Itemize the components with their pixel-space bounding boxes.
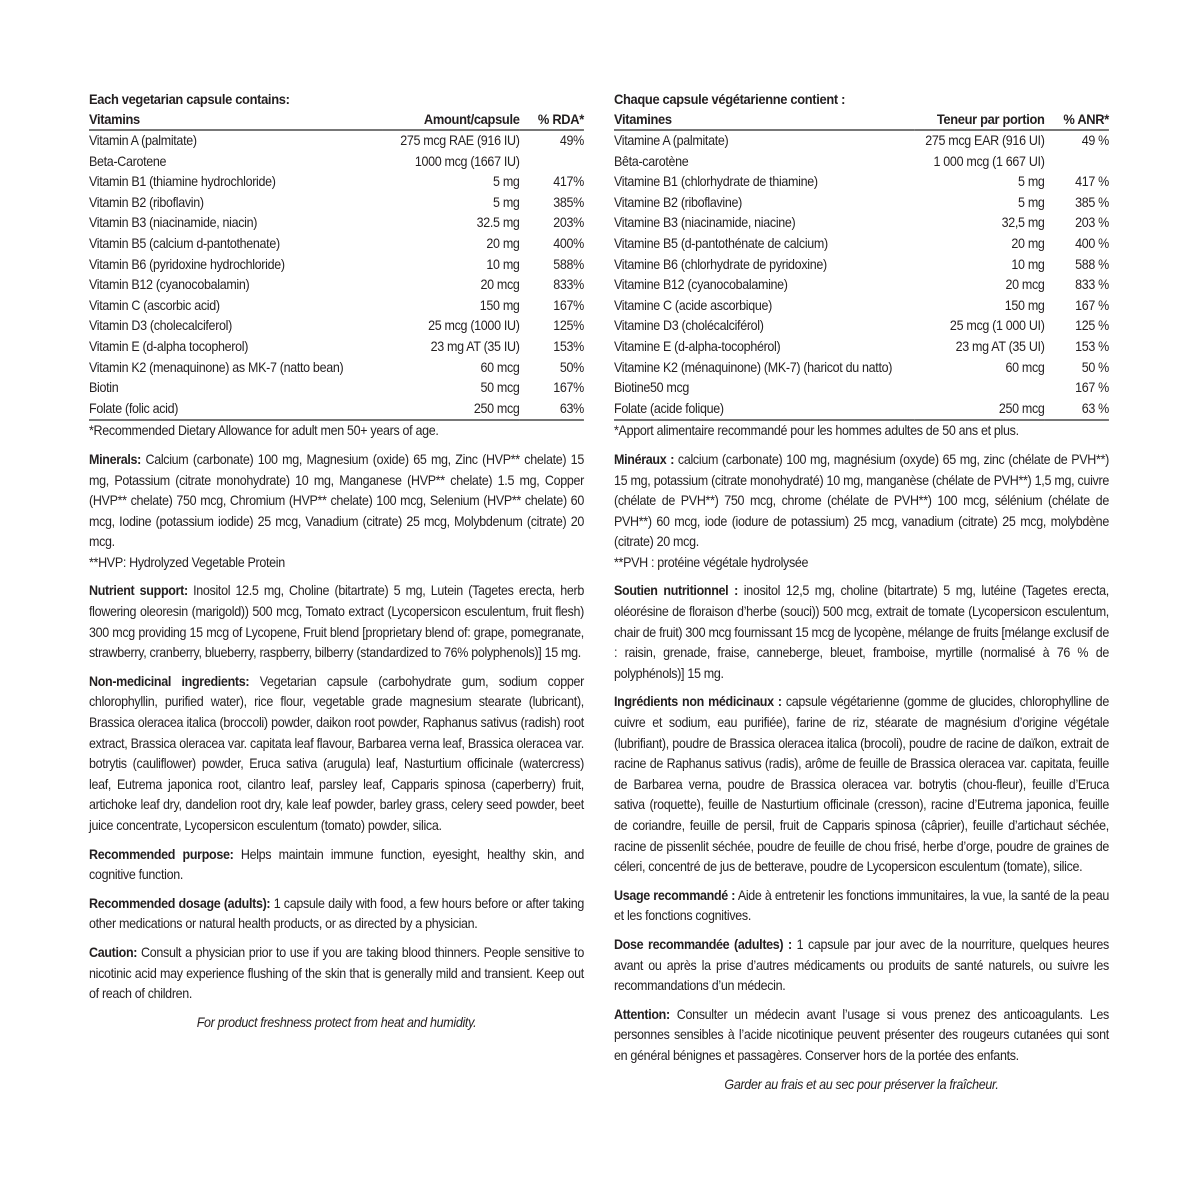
nutrient-name-cell: Vitamin A (palmitate): [89, 133, 197, 148]
minerals-label: Minerals:: [89, 451, 142, 467]
amount-cell: 25 mcg (1 000 UI): [949, 318, 1045, 334]
amount-cell: 50 mcg: [480, 380, 520, 396]
nutrient-name-cell: Folate (acide folique): [614, 399, 915, 421]
table-row: [614, 337, 1109, 358]
purpose-text: Helps maintain immune function, eyesight, healthy skin, and cognitive function.: [89, 846, 584, 883]
table-row: [89, 172, 584, 193]
table-row: [89, 316, 584, 337]
percent-cell: 833%: [553, 277, 584, 293]
amount-cell: 250 mcg: [382, 399, 520, 421]
percent-cell: 417 %: [1075, 174, 1109, 190]
amount-cell: 20 mcg: [1005, 277, 1045, 293]
amount-cell: 5 mg: [493, 174, 520, 190]
amount-cell: 1000 mcg (1667 IU): [414, 153, 520, 169]
percent-cell: 385 %: [1075, 194, 1109, 210]
nonmed-label: Non-medicinal ingredients:: [89, 673, 250, 689]
percent-cell: 63%: [520, 399, 584, 421]
dosage-section: [614, 935, 1109, 997]
nutrient-name-cell: Vitamin B5 (calcium d-pantothenate): [89, 235, 280, 251]
french-label-column: [614, 89, 1109, 1109]
percent-cell: 203%: [553, 215, 584, 231]
purpose-section: [89, 845, 584, 886]
caution-label: Attention:: [614, 1006, 670, 1022]
vitamins-table: [614, 109, 1109, 421]
english-label-column: [89, 89, 584, 1047]
nutrient-support-section: [89, 581, 584, 663]
nonmed-text: Vegetarian capsule (carbohydrate gum, sodium copper chlorophyllin, purified water), rice flour, vegetable grade magnesium stearate (lubricant), Brassica oleracea italica (broccoli) powder, daikon root powder, Raphanus sativus (radish) root extract, Brassica oleracea var. capitata leaf flavour, Barbarea verna leaf, Brassica oleracea var. botrytis (cauliflower) powder, Eruca sativa (arugula) leaf, Nasturtium officinale (watercress) leaf, Eutrema japonica root, cilantro leaf, parsley leaf, Capparis spinosa (caperberry) fruit, artichoke leaf dry, dandelion root dry, kale leaf powder, barley grass, celery seed powder, beet juice concentrate, Lycopersicon esculentum (tomato) powder, silica.: [89, 673, 584, 833]
nutrient-name-cell: Vitamine B2 (riboflavine): [614, 194, 742, 210]
dosage-label: Recommended dosage (adults):: [89, 895, 271, 911]
nutrient-name-cell: Vitamin D3 (cholecalciferol): [89, 318, 232, 334]
table-row: [614, 316, 1109, 337]
percent-cell: 153 %: [1075, 338, 1109, 354]
percent-cell: 833 %: [1075, 277, 1109, 293]
amount-cell: 5 mg: [1018, 174, 1045, 190]
hvp-note: **HVP: Hydrolyzed Vegetable Protein: [89, 554, 285, 570]
table-row: [89, 275, 584, 296]
table-row: [89, 234, 584, 255]
amount-cell: 10 mg: [486, 256, 520, 272]
header-vitamins: Vitamines: [614, 109, 915, 130]
amount-cell: 275 mcg RAE (916 IU): [400, 133, 520, 148]
table-row: [89, 130, 584, 152]
caution-text: Consult a physician prior to use if you are taking blood thinners. People sensitive to nicotinic acid may experience flushing of the skin that is generally mild and transient. Keep out of reach of children.: [89, 944, 584, 1002]
percent-cell: 400%: [553, 235, 584, 251]
minerals-label: Minéraux :: [614, 451, 675, 467]
storage-note: Garder au frais et au sec pour préserver la fraîcheur.: [724, 1076, 999, 1092]
nutrient-text: Inositol 12.5 mg, Choline (bitartrate) 5 mg, Lutein (Tagetes erecta, herb flowering oleoresin (marigold)) 500 mcg, Tomato extract (Lycopersicon esculentum, fruit flesh) 300 mcg providing 15 mcg of Lycopene, Fruit blend [proprietary blend of: grape, pomegranate, strawberry, cranberry, blueberry, raspberry, bilberry (standardized to 76% polyphenols)] 15 mg.: [89, 583, 584, 661]
nutrient-name-cell: Vitamin B2 (riboflavin): [89, 194, 204, 210]
nutrient-name-cell: Vitamine B5 (d-pantothénate de calcium): [614, 235, 828, 251]
intro-heading: Each vegetarian capsule contains:: [89, 91, 290, 107]
header-vitamins: Vitamins: [89, 109, 382, 130]
table-row: [89, 213, 584, 234]
caution-section: [89, 943, 584, 1005]
table-row: [614, 152, 1109, 173]
amount-cell: 1 000 mcg (1 667 UI): [933, 153, 1045, 169]
percent-cell: 167 %: [1075, 380, 1109, 396]
percent-cell: 50 %: [1081, 359, 1109, 375]
dosage-text: 1 capsule daily with food, a few hours before or after taking other medications or natural health products, or as directed by a physician.: [89, 895, 584, 932]
nutrient-name-cell: Vitamin B1 (thiamine hydrochloride): [89, 174, 276, 190]
amount-cell: 60 mcg: [1005, 359, 1045, 375]
table-header-row: [89, 109, 584, 130]
minerals-text: calcium (carbonate) 100 mg, magnésium (oxyde) 65 mg, zinc (chélate de PVH**) 15 mg, potassium (citrate monohydraté) 10 mg, manganèse (chélate de PVH**) 1,5 mg, cuivre (chélate de PVH**) 750 mcg, chrome (chélate de PVH**) 100 mcg, sélénium (chélate de PVH**) 60 mcg, iode (iodure de potassium) 25 mcg, vanadium (citrate) 25 mcg, molybdène (citrate) 20 mcg.: [614, 451, 1109, 550]
percent-cell: 203 %: [1075, 215, 1109, 231]
nutrient-support-section: [614, 581, 1109, 684]
nutrient-name-cell: Biotine50 mcg: [614, 380, 690, 396]
amount-cell: 23 mg AT (35 UI): [955, 338, 1045, 354]
purpose-label: Usage recommandé :: [614, 887, 736, 903]
nutrient-name-cell: Vitamine D3 (cholécalciférol): [614, 318, 764, 334]
nutrient-name-cell: Vitamine E (d-alpha-tocophérol): [614, 338, 781, 354]
dosage-label: Dose recommandée (adultes) :: [614, 936, 792, 952]
intro-heading: Chaque capsule végétarienne contient :: [614, 91, 846, 107]
purpose-text: Aide à entretenir les fonctions immunitaires, la vue, la santé de la peau et les fonctions cognitives.: [614, 887, 1109, 924]
table-row: [614, 275, 1109, 296]
nutrient-name-cell: Vitamine A (palmitate): [614, 133, 729, 148]
table-row: [614, 358, 1109, 379]
nutrient-label: Nutrient support:: [89, 583, 188, 599]
table-row: [89, 378, 584, 399]
vitamins-table-body: [614, 130, 1109, 420]
amount-cell: 5 mg: [1018, 194, 1045, 210]
nutrient-name-cell: Vitamine B3 (niacinamide, niacine): [614, 215, 796, 231]
amount-cell: [915, 378, 1044, 399]
percent-cell: 153%: [553, 338, 584, 354]
amount-cell: 20 mg: [486, 235, 520, 251]
non-medicinal-section: [89, 672, 584, 837]
minerals-section: [89, 450, 584, 553]
amount-cell: 60 mcg: [480, 359, 520, 375]
table-row: [89, 358, 584, 379]
table-row: [89, 193, 584, 214]
percent-cell: 417%: [553, 174, 584, 190]
table-row: [614, 172, 1109, 193]
table-row: [89, 337, 584, 358]
table-row: [614, 193, 1109, 214]
amount-cell: 10 mg: [1011, 256, 1045, 272]
minerals-section: [614, 450, 1109, 553]
header-rda: % RDA*: [520, 109, 584, 130]
header-amount: Teneur par portion: [915, 109, 1044, 130]
vitamins-table-body: [89, 130, 584, 420]
percent-cell: 125%: [553, 318, 584, 334]
nutrient-name-cell: Vitamine B1 (chlorhydrate de thiamine): [614, 174, 818, 190]
percent-cell: 588 %: [1075, 256, 1109, 272]
purpose-label: Recommended purpose:: [89, 846, 234, 862]
amount-cell: 25 mcg (1000 IU): [428, 318, 520, 334]
table-row: [89, 399, 584, 421]
nonmed-label: Ingrédients non médicinaux :: [614, 694, 782, 710]
amount-cell: 32,5 mg: [1001, 215, 1045, 231]
minerals-text: Calcium (carbonate) 100 mg, Magnesium (oxide) 65 mg, Zinc (HVP** chelate) 15 mg, Potassium (citrate monohydrate) 10 mg, Manganese (HVP** chelate) 1.5 mg, Copper (HVP** chelate) 750 mcg, Chromium (HVP** chelate) 100 mcg, Selenium (HVP** chelate) 60 mcg, Iodine (potassium iodide) 25 mcg, Vanadium (citrate) 25 mcg, Molybdenum (citrate) 20 mcg.: [89, 451, 584, 550]
table-row: [89, 255, 584, 276]
table-row: [614, 399, 1109, 421]
header-amount: Amount/capsule: [382, 109, 520, 130]
non-medicinal-section: [614, 692, 1109, 877]
percent-cell: [520, 152, 584, 173]
caution-text: Consulter un médecin avant l’usage si vous prenez des anticoagulants. Les personnes sensibles à l’acide nicotinique peuvent présenter des rougeurs cutanées qui sont en général bénignes et passagères. Conserver hors de la portée des enfants.: [614, 1006, 1109, 1063]
table-row: [614, 296, 1109, 317]
percent-cell: 588%: [553, 256, 584, 272]
caution-section: [614, 1005, 1109, 1067]
nutrient-name-cell: Vitamin B6 (pyridoxine hydrochloride): [89, 256, 285, 272]
nutrient-name-cell: Biotin: [89, 380, 119, 396]
nutrient-label: Soutien nutritionnel :: [614, 583, 738, 599]
dosage-text: 1 capsule par jour avec de la nourriture, quelques heures avant ou après la prise d’autres médicaments ou produits de santé naturels, ou suivre les recommandations d’un médecin.: [614, 936, 1109, 994]
table-row: [614, 130, 1109, 152]
nutrient-name-cell: Vitamine C (acide ascorbique): [614, 297, 772, 313]
nutrient-name-cell: Vitamin K2 (menaquinone) as MK-7 (natto bean): [89, 359, 344, 375]
header-anr: % ANR*: [1045, 109, 1109, 130]
percent-cell: 167%: [553, 297, 584, 313]
table-row: [614, 255, 1109, 276]
dosage-section: [89, 894, 584, 935]
amount-cell: 23 mg AT (35 IU): [430, 338, 520, 354]
table-row: [89, 296, 584, 317]
percent-cell: [1045, 152, 1109, 173]
table-row: [614, 378, 1109, 399]
amount-cell: 250 mcg: [915, 399, 1044, 421]
pvh-note: **PVH : protéine végétale hydrolysée: [614, 554, 809, 570]
amount-cell: 5 mg: [493, 194, 520, 210]
amount-cell: 275 mcg EAR (916 UI): [925, 133, 1045, 148]
percent-cell: 167 %: [1075, 297, 1109, 313]
nutrient-name-cell: Vitamin C (ascorbic acid): [89, 297, 220, 313]
nutrient-name-cell: Vitamin E (d-alpha tocopherol): [89, 338, 249, 354]
amount-cell: 32.5 mg: [476, 215, 520, 231]
table-header-row: [614, 109, 1109, 130]
amount-cell: 20 mcg: [480, 277, 520, 293]
nutrient-name-cell: Vitamine K2 (ménaquinone) (MK-7) (haricot du natto): [614, 359, 893, 375]
percent-cell: 50%: [559, 359, 584, 375]
nutrient-name-cell: Bêta-carotène: [614, 153, 689, 169]
percent-cell: 49 %: [1081, 133, 1109, 148]
storage-note: For product freshness protect from heat and humidity.: [196, 1014, 477, 1030]
nonmed-text: capsule végétarienne (gomme de glucides, chlorophylline de cuivre et sodium, eau purifiée), farine de riz, stéarate de magnésium d’origine végétale (lubrifiant), poudre de Brassica oleracea italica (brocoli), poudre de racine de daïkon, extrait de racine de Raphanus sativus (radis), arôme de feuille de Brassica oleracea var. capitata, feuille de Barbarea verna, poudre de Brassica oleracea var. botrytis (chou-fleur), feuille d’Eruca sativa (roquette), feuille de Nasturtium officinale (cresson), racine d’Eutrema japonica, feuille de coriandre, feuille de persil, fruit de Capparis spinosa (câprier), feuille d’artichaut séchée, racine de pissenlit séchée, poudre de feuille de chou frisé, herbe d’orge, poudre de graines de céleri, concentré de jus de betterave, poudre de Lycopersicon esculentum (tomate), silice.: [614, 694, 1109, 875]
table-row: [614, 213, 1109, 234]
rda-footnote: *Recommended Dietary Allowance for adult men 50+ years of age.: [89, 423, 439, 439]
percent-cell: 63 %: [1045, 399, 1109, 421]
amount-cell: 150 mg: [479, 297, 520, 313]
nutrient-text: inositol 12,5 mg, choline (bitartrate) 5 mg, lutéine (Tagetes erecta, oléorésine de floraison d’herbe (souci)) 500 mcg, extrait de tomate (Lycopersicon esculentum, chair de fruit) 300 mcg fournissant 15 mcg de lycopène, mélange de fruits [mélange exclusif de : raisin, grenade, fraise, canneberge, bleuet, framboise, myrtille (normalisé à 76 % de polyphénols)] 15 mg.: [614, 583, 1109, 681]
purpose-section: [614, 886, 1109, 927]
percent-cell: 400 %: [1075, 235, 1109, 251]
nutrient-name-cell: Folate (folic acid): [89, 399, 382, 421]
nutrient-name-cell: Vitamine B12 (cyanocobalamine): [614, 277, 788, 293]
nutrient-name-cell: Vitamin B3 (niacinamide, niacin): [89, 215, 258, 231]
nutrient-name-cell: Vitamin B12 (cyanocobalamin): [89, 277, 250, 293]
amount-cell: 20 mg: [1011, 235, 1045, 251]
caution-label: Caution:: [89, 944, 138, 960]
percent-cell: 167%: [553, 380, 584, 396]
table-row: [89, 152, 584, 173]
amount-cell: 150 mg: [1004, 297, 1045, 313]
percent-cell: 385%: [553, 194, 584, 210]
nutrient-name-cell: Beta-Carotene: [89, 153, 167, 169]
percent-cell: 125 %: [1075, 318, 1109, 334]
vitamins-table: [89, 109, 584, 421]
percent-cell: 49%: [559, 133, 584, 148]
anr-footnote: *Apport alimentaire recommandé pour les hommes adultes de 50 ans et plus.: [614, 423, 1019, 439]
nutrient-name-cell: Vitamine B6 (chlorhydrate de pyridoxine): [614, 256, 827, 272]
table-row: [614, 234, 1109, 255]
